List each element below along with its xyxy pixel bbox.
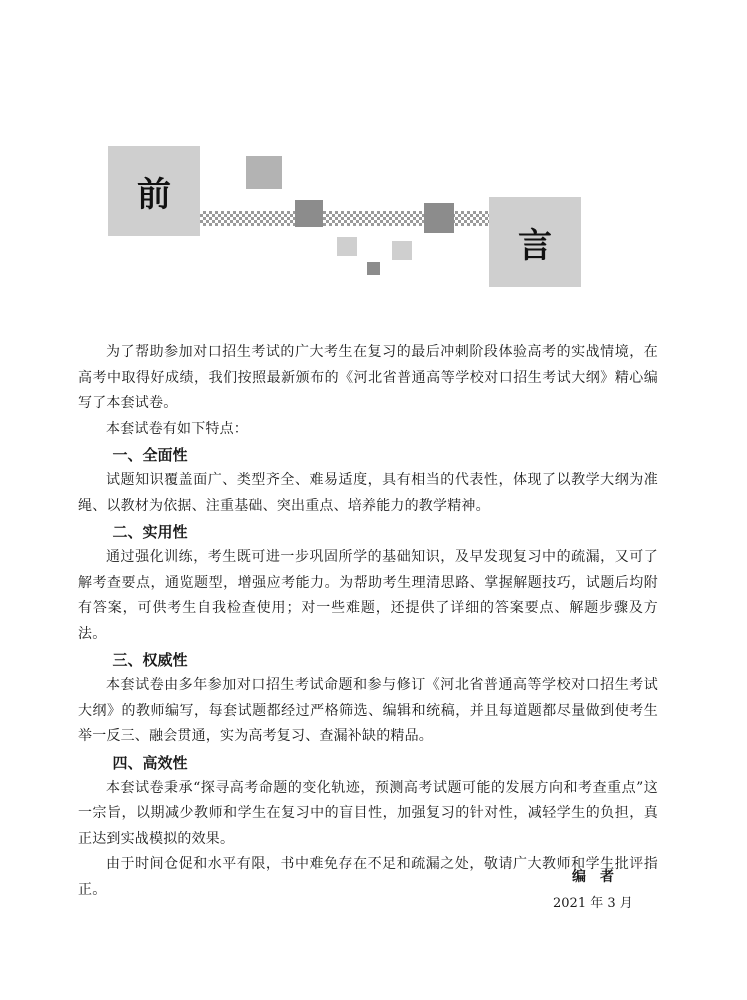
section-text-efficient: 本套试卷秉承“探寻高考命题的变化轨迹，预测高考试题可能的发展方向和考查重点”这一宗旨，以期减少教师和学生在复习中的盲目性，加强复习的针对性，减轻学生的负担，真正达到实战模拟的效果。 [78, 779, 658, 847]
section-text-practical: 通过强化训练，考生既可进一步巩固所学的基础知识，及早发现复习中的疏漏，又可了解考查要点，通览题型，增强应考能力。为帮助考生理清思路、掌握解题技巧，试题后均附有答案，可供考生自我检查使用；对一些难题，还提供了详细的答案要点、解题步骤及方法。 [78, 549, 658, 642]
title-char-yan: 言 [489, 197, 581, 287]
section-heading-efficient: 四、高效性 [112, 753, 188, 772]
preface-banner [0, 0, 747, 300]
deco-square [337, 237, 357, 256]
deco-square [392, 241, 412, 260]
deco-square [367, 262, 380, 275]
title-char-qian: 前 [108, 146, 200, 236]
deco-square [424, 203, 454, 233]
preface-body [78, 340, 658, 903]
section-text-comprehensive: 试题知识覆盖面广、类型齐全、难易适度，具有相当的代表性，体现了以教学大纲为准绳、以教材为依据、注重基础、突出重点、培养能力的教学精神。 [78, 472, 658, 514]
signature: 编者 [572, 869, 628, 885]
deco-square [246, 156, 282, 189]
intro-paragraph: 为了帮助参加对口招生考试的广大考生在复习的最后冲刺阶段体验高考的实战情境，在高考中取得好成绩，我们按照最新颁布的《河北省普通高等学校对口招生考试大纲》精心编写了本套试卷。 [78, 344, 658, 411]
features-intro: 本套试卷有如下特点： [106, 420, 248, 437]
closing-paragraph: 由于时间仓促和水平有限，书中难免存在不足和疏漏之处，敬请广大教师和学生批评指正。 [78, 856, 658, 898]
section-heading-authoritative: 三、权威性 [112, 651, 188, 669]
section-heading-comprehensive: 一、全面性 [112, 446, 188, 464]
deco-square [295, 200, 323, 227]
date: 2021 年 3 月 [553, 896, 633, 911]
section-heading-practical: 二、实用性 [112, 523, 188, 541]
section-text-authoritative: 本套试卷由多年参加对口招生考试命题和参与修订《河北省普通高等学校对口招生考试大纲》的教师编写，每套试题都经过严格筛选、编辑和统稿，并且每道题都尽量做到使考生举一反三、融会贯通，实为高考复习、查漏补缺的精品。 [78, 677, 658, 744]
